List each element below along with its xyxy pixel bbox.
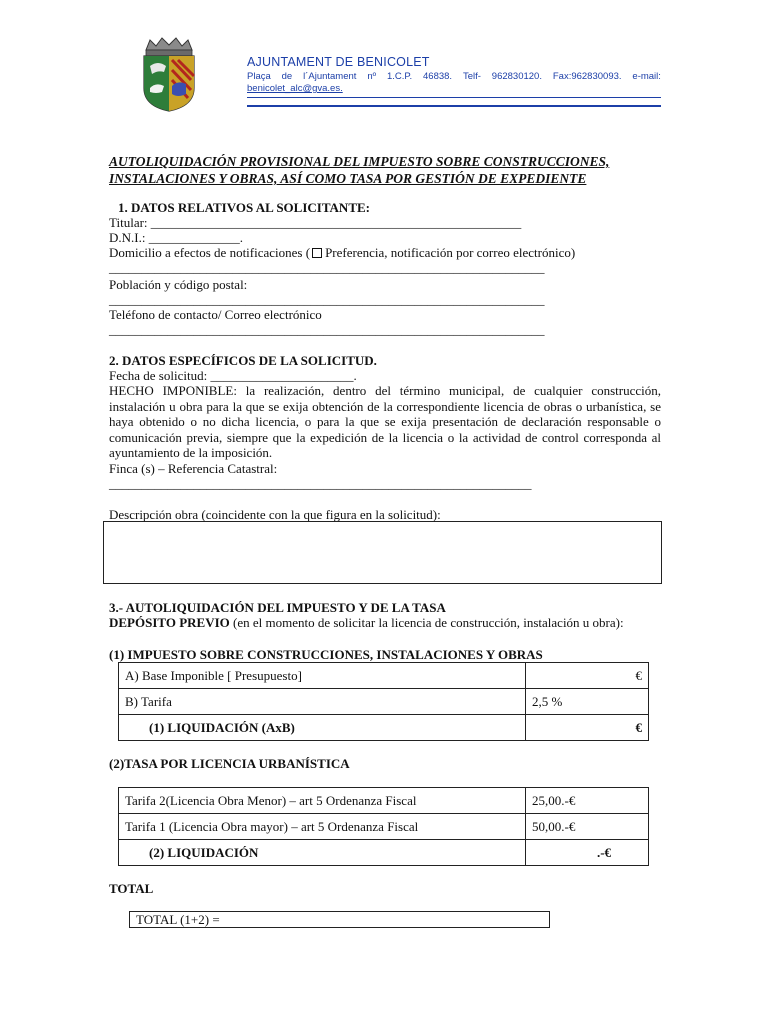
tarifa-1-label: Tarifa 1 (Licencia Obra mayor) – art 5 Ordenanza Fiscal bbox=[119, 814, 526, 840]
descripcion-label: Descripción obra (coincidente con la que figura en la solicitud): bbox=[109, 507, 441, 522]
address-word: 46838. bbox=[423, 71, 453, 82]
fecha-field[interactable]: Fecha de solicitud: ______________________. bbox=[109, 368, 357, 383]
tasa-heading: (2)TASA POR LICENCIA URBANÍSTICA bbox=[109, 756, 350, 771]
table-row bbox=[119, 840, 649, 866]
domicilio-text: Domicilio a efectos de notificaciones ( bbox=[109, 245, 311, 260]
telefono-field[interactable]: ___________________________________________________________________ bbox=[109, 322, 545, 337]
address-word: 962830120. bbox=[491, 71, 542, 82]
tarifa-2-value: 25,00.-€ bbox=[526, 788, 649, 814]
domicilio-field[interactable]: ___________________________________________________________________ bbox=[109, 260, 545, 275]
organization-name: AJUNTAMENT DE BENICOLET bbox=[247, 55, 430, 69]
table-row bbox=[119, 663, 649, 689]
table-row bbox=[119, 715, 649, 741]
total-box[interactable]: TOTAL (1+2) = bbox=[129, 911, 550, 928]
liquidacion-1-value[interactable]: € bbox=[526, 715, 649, 741]
hecho-imponible-text: HECHO IMPONIBLE: la realización, dentro del término municipal, de cualquier construcción, instalación u obra para la que se exija obtención de la correspondiente licencia de obras o urbanística, se haya obtenido o no dicha licencia, o para la que se exija presentación de declaración responsable o comunicación previa, siempre que la expedición de la licencia o la actividad de control corresponda al ayuntamiento de la imposición. bbox=[109, 383, 661, 461]
preference-checkbox[interactable] bbox=[312, 248, 322, 258]
address-word: de bbox=[281, 71, 293, 82]
address-word: e-mail: bbox=[632, 71, 661, 82]
title-line: INSTALACIONES Y OBRAS, ASÍ COMO TASA POR GESTIÓN DE EXPEDIENTE bbox=[109, 171, 587, 186]
poblacion-field[interactable]: ___________________________________________________________________ bbox=[109, 292, 545, 307]
telefono-label: Teléfono de contacto/ Correo electrónico bbox=[109, 307, 322, 322]
tarifa-value: 2,5 % bbox=[526, 689, 649, 715]
base-imponible-label: A) Base Imponible [ Presupuesto] bbox=[119, 663, 526, 689]
tarifa-label: B) Tarifa bbox=[119, 689, 526, 715]
tarifa-1-value: 50,00.-€ bbox=[526, 814, 649, 840]
organization-address bbox=[247, 71, 661, 82]
document-title bbox=[109, 153, 669, 187]
header-divider-thick bbox=[247, 105, 661, 107]
deposito-rest: (en el momento de solicitar la licencia de construcción, instalación u obra): bbox=[229, 615, 624, 630]
section3-heading: 3.- AUTOLIQUIDACIÓN DEL IMPUESTO Y DE LA TASA bbox=[109, 600, 446, 615]
header-divider bbox=[247, 97, 661, 98]
titular-field[interactable]: Titular: _________________________________________________________ bbox=[109, 215, 522, 230]
address-word: nº bbox=[367, 71, 377, 82]
preference-label: Preferencia, notificación por correo electrónico) bbox=[325, 245, 576, 260]
base-imponible-value[interactable]: € bbox=[526, 663, 649, 689]
address-word: Plaça bbox=[247, 71, 271, 82]
table-row bbox=[119, 814, 649, 840]
tasa-table bbox=[118, 787, 649, 866]
title-line: AUTOLIQUIDACIÓN PROVISIONAL DEL IMPUESTO SOBRE CONSTRUCCIONES, bbox=[109, 154, 610, 169]
total-heading: TOTAL bbox=[109, 881, 154, 896]
domicilio-label bbox=[109, 245, 575, 260]
poblacion-label: Población y código postal: bbox=[109, 277, 248, 292]
dni-field[interactable]: D.N.I.: ______________. bbox=[109, 230, 243, 245]
email-link[interactable]: benicolet_alc@gva.es. bbox=[247, 83, 343, 94]
coat-of-arms-logo bbox=[138, 36, 200, 112]
table-row bbox=[119, 689, 649, 715]
deposito-bold: DEPÓSITO PREVIO bbox=[109, 615, 230, 630]
descripcion-textarea[interactable] bbox=[103, 521, 662, 584]
finca-label: Finca (s) – Referencia Catastral: bbox=[109, 461, 278, 476]
impuesto-heading: (1) IMPUESTO SOBRE CONSTRUCCIONES, INSTALACIONES Y OBRAS bbox=[109, 647, 543, 662]
finca-field[interactable]: _________________________________________________________________ bbox=[109, 476, 532, 491]
liquidacion-2-label: (2) LIQUIDACIÓN bbox=[119, 840, 526, 866]
address-word: 1.C.P. bbox=[386, 71, 413, 82]
deposito-text bbox=[109, 615, 661, 631]
impuesto-table bbox=[118, 662, 649, 741]
section1-heading: 1. DATOS RELATIVOS AL SOLICITANTE: bbox=[118, 200, 370, 215]
table-row bbox=[119, 788, 649, 814]
liquidacion-2-value[interactable]: .-€ bbox=[526, 840, 649, 866]
address-word: Telf- bbox=[462, 71, 481, 82]
tarifa-2-label: Tarifa 2(Licencia Obra Menor) – art 5 Ordenanza Fiscal bbox=[119, 788, 526, 814]
address-word: l´Ajuntament bbox=[303, 71, 357, 82]
liquidacion-1-label: (1) LIQUIDACIÓN (AxB) bbox=[119, 715, 526, 741]
section2-heading: 2. DATOS ESPECÍFICOS DE LA SOLICITUD. bbox=[109, 353, 377, 368]
address-word: Fax:962830093. bbox=[552, 71, 622, 82]
